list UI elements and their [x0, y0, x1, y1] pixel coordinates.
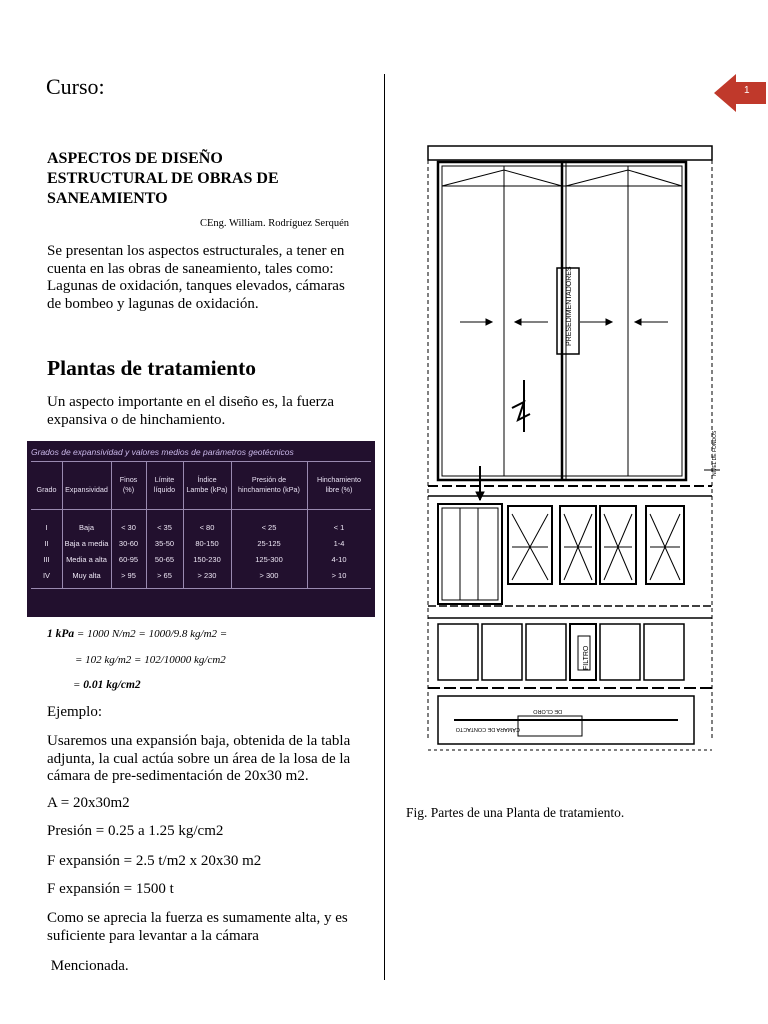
table-cell: > 230 — [197, 571, 217, 580]
table-cell: 35-50 — [154, 539, 175, 548]
mentioned-line: Mencionada. — [47, 958, 129, 974]
text-line: cuenta en las obras de saneamiento, tales como: — [47, 260, 334, 277]
table-header-cell: Límite líquido — [153, 475, 176, 494]
table-cell: III — [43, 555, 50, 564]
column-divider — [384, 74, 385, 980]
left-arrow-page-badge-icon — [714, 74, 766, 112]
table-cell: Baja — [78, 523, 94, 532]
pressure-line: Presión = 0.25 a 1.25 kg/cm2 — [47, 823, 224, 839]
table-cell: > 95 — [121, 571, 136, 580]
section-heading: Plantas de tratamiento — [47, 356, 256, 380]
table-cell: 125-300 — [255, 555, 283, 564]
figure-caption: Fig. Partes de una Planta de tratamiento. — [406, 805, 625, 820]
table-cell: 30-60 — [118, 539, 139, 548]
text-line: Lagunas de oxidación, tanques elevados, cámaras — [47, 278, 345, 294]
table-cell: Media a alta — [66, 555, 107, 564]
section-paragraph — [47, 394, 367, 429]
text-line: suficiente para levantar a la cámara — [47, 927, 259, 944]
nivel-label: NIVEL DE FONDOS — [712, 430, 718, 476]
equation-line-2: = 102 kg/m2 = 102/10000 kg/cm2 — [75, 654, 226, 666]
table-cell: 50-65 — [154, 555, 175, 564]
course-label: Curso: — [46, 74, 105, 99]
table-header-cell: Hinchamiento libre (%) — [317, 475, 361, 494]
table-cell: > 300 — [259, 571, 279, 580]
filtro-label: FILTRO — [583, 645, 590, 670]
example-label: Ejemplo: — [47, 704, 102, 720]
text-line: Usaremos una expansión baja, obtenida de la tabla — [47, 733, 351, 749]
table-header-cell: Presión de hinchamiento (kPa) — [238, 475, 300, 494]
document-title — [47, 149, 347, 209]
force-calc-line: F expansión = 2.5 t/m2 x 20x30 m2 — [47, 853, 262, 869]
table-cell: 80-150 — [195, 539, 219, 548]
example-paragraph — [47, 733, 367, 786]
expansivity-table-image — [27, 441, 375, 617]
equation-line-3: = 0.01 kg/cm2 — [73, 679, 141, 691]
table-header-cell: Expansividad — [65, 485, 108, 494]
table-cell: < 25 — [261, 523, 277, 532]
table-title: Grados de expansividad y valores medios de parámetros geotécnicos — [31, 447, 294, 457]
title-line: ESTRUCTURAL DE OBRAS DE — [47, 170, 279, 187]
text-line: cámara de pre-sedimentación de 20x30 m2. — [47, 768, 309, 784]
text-line: Un aspecto importante en el diseño es, la fuerza — [47, 394, 334, 410]
table-cell: > 65 — [157, 571, 172, 580]
area-line: A = 20x30m2 — [47, 795, 130, 811]
equation-line-1: 1 kPa = 1000 N/m2 = 1000/9.8 kg/m2 = — [47, 628, 228, 640]
table-cell: Muy alta — [72, 571, 101, 580]
cloro-label: DE CLORO — [533, 708, 562, 714]
treatment-plant-drawing — [420, 140, 720, 760]
table-header-cell: Grado — [36, 485, 57, 494]
table-header-cell: Índice Lambe (kPa) — [186, 475, 228, 494]
text-line: adjunta, la cual actúa sobre un área de la losa de la — [47, 750, 351, 767]
table-cell: > 10 — [331, 571, 347, 580]
table-cell: < 80 — [199, 523, 215, 532]
title-line: ASPECTOS DE DISEÑO — [47, 150, 223, 167]
conclusion-paragraph — [47, 910, 377, 945]
table-cell: II — [44, 539, 49, 548]
text-line: expansiva o de hinchamiento. — [47, 411, 226, 428]
table-cell: < 35 — [157, 523, 172, 532]
presedimentadores-label: PRESEDIMENTADORES — [566, 266, 573, 346]
page-number: 1 — [744, 85, 750, 96]
author-line: CEng. William. Rodríguez Serquén — [200, 218, 349, 229]
camara-label: CÁMARA DE CONTACTO — [455, 726, 520, 732]
table-cell: 25-125 — [257, 539, 281, 548]
page-number-badge — [714, 74, 766, 112]
text-line: Se presentan los aspectos estructurales, a tener en — [47, 243, 345, 259]
table-cell: < 30 — [121, 523, 136, 532]
table-cell: 150-230 — [193, 555, 221, 564]
table-cell: < 1 — [333, 523, 345, 532]
force-result-line: F expansión = 1500 t — [47, 881, 174, 897]
text-line: Como se aprecia la fuerza es sumamente alta, y es — [47, 910, 348, 926]
table-cell: I — [45, 523, 48, 532]
title-line: SANEAMIENTO — [47, 190, 168, 207]
table-header-cell: Finos (%) — [119, 475, 138, 494]
table-cell: 1-4 — [333, 539, 345, 548]
intro-paragraph — [47, 243, 367, 313]
table-cell: 60-95 — [118, 555, 139, 564]
table-cell: IV — [42, 571, 51, 580]
table-cell: Baja a media — [64, 539, 109, 548]
table-cell: 4-10 — [331, 555, 347, 564]
text-line: de bombeo y lagunas de oxidación. — [47, 295, 259, 312]
